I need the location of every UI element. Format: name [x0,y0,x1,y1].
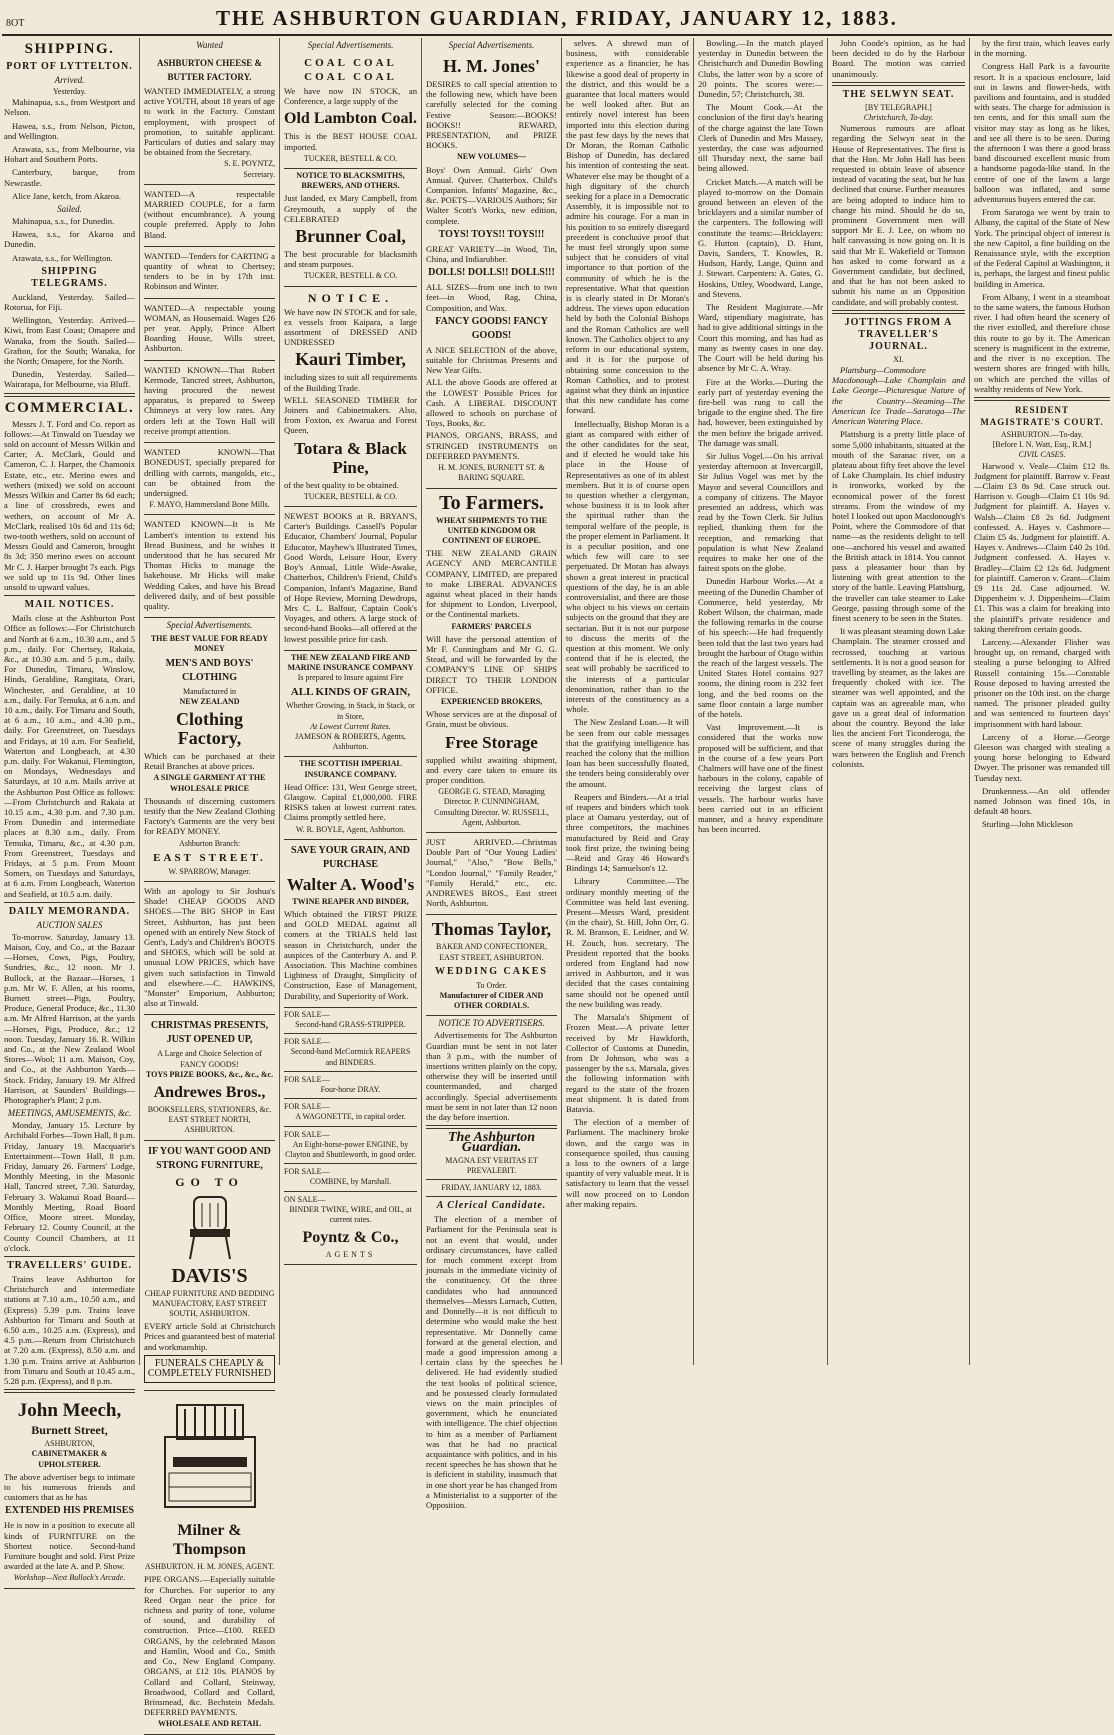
dateline: Christchurch, To-day. [863,113,934,123]
andrewes-text: BOOKSELLERS, STATIONERS, &c. EAST STREET NORTH, ASHBURTON. [147,1105,272,1135]
tucker-signature: TUCKER, BESTELL & CO. [303,153,398,163]
signature-role: Secretary. [243,169,275,179]
brokers-text: Whose services are at the disposal of Grain, must be obvious. [426,709,557,730]
davis-text: EVERY article Sold at Christchurch Prices and guaranteed best of material and workmanship. [144,1321,276,1352]
books-text: NEWEST BOOKS at R. BRYAN'S, Carter's Buildings. Cassell's Popular Educator, Chambers' Journal, Popular Educator, Mayhew's Illustrated Times, Good Words, Leisure Hour, Every Boy's Annual, Little Wide-Awake, Chatterbox, Children's Friend, Child's Companion, Infant's Magazine, Band of Hope Review, Morning Dewdrops, Mrs C. L. Balfour, Captain Cook's Voyages, and others. A large stock of second-hand Books—all offered at the lowest possible price for cash. [284,511,417,644]
davis-title: DAVIS'S [171,1264,248,1287]
masthead [0,0,1114,32]
yesterday-label: Yesterday. [52,87,87,96]
andrewes-title: Andrewes Bros., [153,1084,266,1102]
jones-subhead: TOYS! TOYS!! TOYS!!! [438,228,545,240]
divider [4,902,135,903]
wanted-heading: Wanted [196,40,223,50]
meech-text: The above advertiser begs to intimate to his numerous friends and customers that as he has [4,1471,135,1503]
brunner-advert [284,169,417,287]
jottings-text: by the first train, which leaves early in the morning. [974,38,1110,59]
coal-headline: COAL COAL COAL COAL [304,57,397,83]
meech-trade: CABINETMAKER & UPHOLSTERER. [31,1449,108,1469]
divider [4,1256,135,1257]
column-wanted [140,38,280,1729]
forsale-item: Four-horse DRAY. [320,1085,381,1095]
commercial-text: Messrs J. T. Ford and Co. report as follows:—At Tinwald on Tuesday we sold on account of Messrs Wilkin and Carter, A. McClark, Gould and Cameron, C. J. Harper, the Chamonix Estate, etc., etc. Merino ewes and wethers (mixed) we sold on account Messrs Wilkin and Carter 8s 6d each; a line of crossbreds, ewes and wethers, on account of Mr A. McClark, realised 10s 6d and 11s 6d; two-tooth wethers, sold on account of Messrs Gould and Cameron, brought 8s 3d; 350 merino ewes on account Mr C. J. Harper brought 7s each. Pigs we sold up to 11s 9d. Other lines unsold to upward values. [4,418,135,592]
auction-text: To-morrow. Saturday, January 13. Maison, Coy, and Co., at the Bazaar—Horses, Cows, Pigs, Poultry, Sundries, &c., 12 noon. Mr J. Bullock, at the Bazaar—Horses, 1 p.m. Mr W. F. Allen, at his rooms, Burnett street—Pigs, Poultry, Produce, General Produce, &c., 11.30 a.m. Mr Alfred Harrison, at the yards—Horses, Pigs, Produce, &c.; 12 noon. Tuesday, January 16. R. Wilkin and Co., at the New Zealand Wool Stores—Wool; 11 a.m. Maison, Coy, and Co., at the Ashburton Yards—Stock. Friday, January 19. Mr Alfred Harrison, at Saunders' Buildings—Photographer's Plant; 2 p.m. [4,931,135,1106]
insurance-advert [284,651,417,758]
jameson-signature: JAMESON & ROBERTS, Agents, Ashburton. [295,731,406,752]
notice-advertisers-heading: NOTICE TO ADVERTISERS. [438,1018,545,1029]
wheat-text: THE NEW ZEALAND GRAIN AGENCY AND MERCANTILE COMPANY, LIMITED, are prepared to make LIBERAL ADVANCES against wheat placed in their hands for shipment to London, Liverpool, or the Continental markets. [426,548,557,620]
news-item: The Resident Magistrate.—Mr Ward, stipendiary magistrate, has had to give additional sittings in the Court this morning, and has had as many as twenty cases in one day. The Court will be held during his absence by Mr C. A. Wray. [698,302,823,374]
clothing-text: Which can be purchased at their Retail Branches at above prices. [144,750,275,772]
special-heading: Special Advertisements. [448,40,535,50]
forsale-label: FOR SALE— [284,1129,330,1139]
commercial-heading: COMMERCIAL. [4,399,135,416]
court-cases: Drunkenness.—An old offender named Johnson was fined 10s, in default 48 hours. [974,785,1110,817]
lambton-title: Old Lambton Coal. [284,110,417,128]
divider [974,397,1110,401]
insurance-title: THE NEW ZEALAND FIRE AND MARINE INSURANCE COMPANY [287,652,414,672]
jottings-text: It was pleasant steaming down Lake Champlain. The steamer crossed and recrossed, touching at various settlements. It is not a good season for travelling by steamer, as the lakes are frequently choked with ice. The steamer was well appointed, and the captain was an agreeable man, who gave us a great deal of information about the country. Beyond the lake lies the ancient Fort Ticonderoga, the scene of many struggles during the wars between the English and French colonists. [832,626,965,769]
meech-extended: EXTENDED HIS PREMISES [5,1505,134,1517]
milner-title: Milner & Thompson [173,1522,246,1559]
news-item: Reapers and Binders.—At a trial of reapers and binders which took place at Oamaru yesterday, out of three competitors, the machines manufactured by Reid and Gray took first prize, the twining being —Reid and Gray 46 Howard's Bindings 14; Samuelson's 12. [566,791,689,874]
court-cases: Harwood v. Veale—Claim £12 8s. Judgment for plaintiff. Barrow v. Feast—Claim £3 8s 9d. Case struck out. Harrison v. Gough—Claim £1 10s 9d. Judgment for plaintiff. A. Hayes v. Walsh—Claim £8 2s 6d. Judgment confessed. A. Hayes v. Cashmore—Claim £5 4s. Judgment for plaintiff. A. Hayes v. Andrews—Claim £40 2s 10d. Judgment confessed. A. Hayes v. Bradley—Claim £2 12s 6d. Judgment for plaintiff. Cameron v. Grant—Claim £9 11s 2d. Case adjourned. W. Dippenheim v. J. Dippenheim—Claim £1. This was a claim for breaking into the plaintiff's private residence and taking therefrom certain goods. [974,460,1110,634]
newspaper-title: THE ASHBURTON GUARDIAN, FRIDAY, JANUARY 12, 1883. [216,6,898,30]
jottings-heading: JOTTINGS FROM A TRAVELLER'S JOURNAL. [844,316,953,352]
jones-text: DESIRES to call special attention to the following new, which have been carefully selected for the coming Festive Season:—BOOKS! BOOKS!! REWARD, PRESENTATION, and PRIZE BOOKS. [426,79,557,151]
selwyn-heading: THE SELWYN SEAT. [842,88,955,100]
boots-advert [144,882,275,1015]
forsale-item: An Eight-horse-power ENGINE, by Clayton and Shuttleworth, in good order. [285,1139,416,1160]
journals-text: JUST ARRIVED.—Christmas Double Part of "Our Young Ladies' Journal," "Also," "Bow Bells," "London Journal," "Family Reader," "Family Herald," etc., etc. ANDREWES BROS., East street North, Ashburton. [426,836,557,909]
news-item: The Marsala's Shipment of Frozen Meat.—A private letter received by Mr Hawkforth, Collector of Customs at Dunedin, from Dr Johnson, who was a passenger by the s.s. Marsala, gives the following information with regard to the state of the frozen meat shipment. It is dated from Batavia. [566,1012,689,1114]
jottings-text: Congress Hall Park is a favourite resort. It is a spacious enclosure, laid out in lawns and flower-beds, with pavilions and fountains, and is studded with seats. The charge for admission is ten cents, and for this small sum the visitor may stay as long as he likes, and see all there is to be seen. During the afternoon I was there a good brass band discoursed excellent music from a handsome pagoda-like stand. In the centre of one of the lawns a large balloon was inflated, and some adventurous buyers entered the car. [974,61,1110,205]
davis-headline: IF YOU WANT GOOD AND STRONG FURNITURE, [148,1145,271,1171]
meech-town: ASHBURTON, [44,1439,95,1449]
jottings-text: Plattsburg is a pretty little place of some 5,000 inhabitants, situated at the mouth of the Saranac river, on a plateau about fifty feet above the level of Lake Champlain. Its chief industry is ironworks, worked by the economical power of the forest streams. From the window of my hotel I looked out upon Macdonough's Point, where the Commodore of that name—as the residents delight to tell one—anchored his vessel and awaited the British attack in 1814. You cannot pass a pleasanter hour than by listening with great attention to the story of the battle. Leaving Plattsburg, the traveller can take steamer to Lake George, passing through some of the finest scenery to be seen in the States. [832,429,965,623]
insurance-headline: ALL KINDS OF GRAIN, [290,686,411,699]
court-cases: Larceny of a Horse.—George Gleeson was charged with stealing a young horse belonging to Edward Dwyer. The prisoner was remanded till Tuesday next. [974,731,1110,783]
clothing-factory-advert [144,632,275,882]
forsale-label: FOR SALE— [284,1167,330,1177]
ship-entry: Mahinapua, s.s., from Westport and Nelson. [4,97,135,118]
news-item: Library Committee.—The ordinary monthly meeting of the Committee was held last evening. Present—Messrs Ward, president (in the chair), St. Hill, John Orr, G. R. M. Branson, E. Leidner, and W. H. Zouch, hon. secretary. The President reported that the books ordered from England had now arrived in Ashburton, and it was decided that the cases containing same should not be opened until the new building was ready. [566,876,689,1009]
brokers-headline: EXPERIENCED BROKERS, [440,696,543,706]
taylor-title: Thomas Taylor, [431,919,552,940]
jones-text: Boys' Own Annual. Girls' Own Annual. Quiver. Chatterbox. Child's Companion. Infants' Magazine, &c., &c. POETS—VARIOUS Authors; Sir Walter Scott's Works, new edition, complete. [426,164,557,226]
divider [426,1125,557,1129]
court-heading: RESIDENT MAGISTRATE'S COURT. [980,404,1104,427]
chair-engraving-icon [180,1193,240,1263]
auction-heading: AUCTION SALES [36,919,103,930]
clothing-line: A SINGLE GARMENT AT THE WHOLESALE PRICE [153,773,266,793]
wood-subhead: TWINE REAPER AND BINDER, [292,896,409,906]
wanted-advert [144,443,275,515]
meech-footer: Workshop—Next Bullock's Arcade. [13,1573,126,1583]
notice-headline: NOTICE TO BLACKSMITHS, BREWERS, AND OTHERS. [296,171,405,191]
jottings-number: XI. [893,354,904,364]
milner-advert [144,1391,275,1734]
boots-text: With an apology to Sir Joshua's Shade! CHEAP GOODS AND SHOES.—The BIG SHOP in East Street, Ashburton, has just been opened with an entirely New Stock of Gent's, Lady's and Children's BOOTS and SHOES, which will be sold at unusual LOW PRICES, which have given such satisfaction in Tinwald and elsewhere.—C. HAWKINS, "Monster" Emporium, Ashburton; also at Tinwald. [144,885,275,1009]
milner-agent: ASHBURTON. H. M. JONES, AGENT. [144,1562,275,1572]
telegrams-heading: SHIPPING TELEGRAMS. [31,265,108,289]
taylor-text: Manufacturer of CIDER AND OTHER CORDIALS. [439,991,544,1011]
wood-text: Which obtained the FIRST PRIZE and GOLD MEDAL against all comers at the TRIALS held last season in Christchurch, under the auspices of the Canterbury A. and P. Association. This Machine combines Lightness of Draught, Simplicity of Construction, Ease of Management, Durability, and Superiority of Work. [284,908,417,1001]
divider [426,1196,557,1197]
meech-street: Burnett Street, [31,1423,108,1438]
wanted-advert [144,299,275,361]
telegram-entry: Dunedin, Yesterday. Sailed—Wairarapa, for Melbourne, via Bluff. [4,369,135,390]
clothing-text: Thousands of discerning customers testify that the New Zealand Clothing Factory's Garments are the very best for READY MONEY. [144,795,275,837]
wanted-advert [144,247,275,299]
column-shipping [0,38,140,1583]
coal-text: This is the BEST HOUSE COAL imported. [284,131,417,152]
article-text: selves. A shrewd man of business, with considerable experience as a financier, he has likewise a good deal of property in the district, and this would be a guarantee that local matters would be well looked after. But an entirely novel interest has been imported into this election during the past few days by the news that Dr Moran, the Roman Catholic Bishop of Dunedin, has declared his intention of contesting the seat. Whatever else may be thought of a high dignitary of the church seeking for a place in a Democratic Assembly, it is impossible not to admire his courage. For a man in his position to so entirely disregard precedent is conclusive proof that he must feel strongly upon some subject that he considers of vital importance to that portion of the community of which he is the representative. What that question is is clearly stated in Dr Moran's address. The views upon education held by both the Colonial Bishops and the Roman Catholics are well known. The Catholics object to any reform in our educational system, and it is for the purpose of obtaining some concession to the Roman Catholics, and to protest against what they think an injustice that this new candidate has come forward. [566,38,689,416]
wood-headline: SAVE YOUR GRAIN, AND PURCHASE [291,844,410,870]
column-telegraph [828,38,970,1365]
divider [832,310,965,314]
jones-title: H. M. Jones' [443,56,540,76]
brunner-title: Brunner Coal, [295,226,406,247]
tucker-signature: TUCKER, BESTELL & CO. [303,491,398,501]
news-item: Sir Julius Vogel.—On his arrival yesterday afternoon at Invercargill, Sir Julius Vogel was met by the Mayor and several Councillors and a company of citizens. The Mayor presented an address, which was read by the Town Clerk. Sir Julius replied, thanking them for the reception, and remarking that population is what New Zealand requires to make her one of the fairest spots on the globe. [698,450,823,574]
guardian-motto: MAGNA EST VERITAS ET PREVALEBIT. [445,1155,538,1175]
arrived-subhead: Arrived. [54,75,85,85]
signature: F. MAYO, Hammersland Bone Mills. [149,500,270,510]
taylor-advert [426,915,557,1016]
column-court [970,38,1114,1365]
meetings-text: Monday, January 15. Lecture by Archibald Forbes—Town Hall, 8 p.m. Friday, January 19. Macquarie's Entertainment—Town Hall, 8 p.m. Friday, January 26. Farmers' Lodge, Monthly Meeting, in the Masonic Hall, Tancred street, 7.30. Saturday, February 3. Wakanui Road Board—Monthly Meeting, Road Board Office, Moore street. Monday, February 12. County Council, at the County Council Chambers, at 11 o'clock. [4,1120,135,1253]
wanted-text: WANTED—A respectable MARRIED COUPLE, for a farm (without encumbrance). A young couple preferred. Apply to John Bland. [144,188,275,240]
davis-text: CHEAP FURNITURE AND BEDDING MANUFACTORY, EAST STREET SOUTH, ASHBURTON. [144,1288,275,1319]
clothing-branch: Ashburton Branch: [178,838,241,848]
news-item: Bowling.—In the match played yesterday in Dunedin between the Christchurch and Dunedin Bowling Clubs, the latter won by a score of 20 points. The scores were:—Dunedin, 57; Christchurch, 38. [698,38,823,100]
court-cases: Sturling—John Mickleson [982,819,1073,830]
wanted-text: WANTED—Tenders for CARTING a quantity of wheat to Chertsey; tenders to be in by 17th inst. Robinson and Winter. [144,250,275,292]
cheese-factory-advert [144,52,275,185]
milner-footer: WHOLESALE AND RETAIL [158,1719,261,1729]
mail-text: Mails close at the Ashburton Post Office as follows:—For Christchurch and North at 6 a.m., 10.30 a.m., and 5 p.m., daily. For Chertsey, Rakaia, &c., at 10.30 a.m. and 5 p.m., daily. For Dunedin, Timaru, Winslow, Hinds, Geraldine, Rangitata, Orari, Winchester, and Geraldine, at 10 a.m., daily. For Temuka, at 6 a.m. and 10 a.m., daily. For Timaru and South, at 6 a.m., 10 a.m., and 4.30 p.m., daily. For Greenstreet, on Tuesdays and Fridays, at 10 a.m. For Seafield, Waterton and Longbeach, at 4.30 p.m. daily. For Wakanui, Flemington, on Mondays, Wednesdays and Saturdays, at 10 a.m. Mails arrive at the Ashburton Post Office as follows:—From Christchurch and Rakaia at 10.15 a.m., 4.30 p.m. and 7.30 p.m. From Dunedin and intermediate places at 8.30 a.m., daily. From Temuka, Timaru, &c., at 4.30 p.m. From Greenstreet, Tuesdays and Fridays, at 5 p.m. From Mount Somers, on Tuesdays and Saturdays, at 6 a.m. From Longbeach, Waterton and Seafield, at 10.5 a.m. daily. [4,613,135,899]
timber-text: WELL SEASONED TIMBER for Joiners and Cabinetmakers. Also, from Foxton, ex Awarua and Forest Queen, [284,394,417,436]
jones-subhead: DOLLS! DOLLS!! DOLLS!!! [428,267,555,279]
port-heading: PORT OF LYTTELTON. [6,61,133,72]
jottings-text: From Saratoga we went by train to Albany, the capital of the State of New York. The principal object of interest is the new Capitol, a fine building on the Renaissance style, with the exception of the Federal Capitol at Washington, it is, perhaps, the largest and finest public building in America. [974,207,1110,289]
ship-entry: Canterbury, barque, from Newcastle. [4,167,135,188]
news-item: Fire at the Works.—During the early part of yesterday evening the fire-bell was rung to call the brigade to the engine shed. The fire had, however, been extinguished by the men before the brigade arrived. The damage was small. [698,376,823,448]
poyntz-agents: AGENTS [325,1250,376,1260]
news-item: Dunedin Harbour Works.—At a meeting of the Dunedin Chamber of Commerce, held yesterday, Mr Robert Wilson, the chairman, made the following remarks in the course of his speech:—He had frequently been told that the last two years had brought the harbour of Otago within the reach of the largest vessels. The United States Hotel contains 927 rooms, the dining room is 232 feet long, and the bed rooms on the same floor contain a large number of the hotels. [698,576,823,719]
ship-entry: Hawea, s.s., from Nelson, Picton, and Wellington. [4,120,135,141]
insurance-text: Whether Growing, in Stack, in Stack, or in Store, [286,701,415,721]
news-item: The New Zealand Loan.—It will be seen from our cable messages that the gratifying intelligence has reached the colony that the million loan has been successfully floated, the tenders being considerably over the amount. [566,717,689,789]
blackpine-title: Totara & Black Pine, [294,438,407,477]
coal-text: We have now IN STOCK, an Conference, a large supply of the [284,86,417,107]
special-heading: Special Advertisements. [166,620,253,631]
scottish-text: Head Office: 131, West George street, Glasgow. Capital £1,000,000. FIRE RISKS taken at lowest current rates. Claims promptly settled here. [284,781,417,823]
onsale-label: ON SALE— [284,1194,326,1204]
farmers-title: To Farmers. [439,491,544,514]
brunner-text: The best procurable for blacksmith and steam purposes. [284,249,417,270]
meech-text-2: He is now in a position to execute all kinds of FURNITURE on the Shortest notice. Second-hand Furniture bought and sold. First Prize awarded at the late A. and P. Show. [4,1520,135,1572]
signature: S. E. POYNTZ, [224,159,275,169]
brunner-text: Just landed, ex Mary Campbell, from Greymouth, a supply of the CELEBRATED [284,193,417,224]
news-item: Cricket Match.—A match will be played to-morrow on the Domain ground between an eleven of the bricklayers and a similar number of the carpenters. The following will constitute the teams:—Bricklayers: G. Hutton (captain), D. Hunt, Davis, Sanders, T. Knowles, R. Hudson, Hardy, Lange, Quinn and J. Stewart. Carpenters: A. Gates, G. Hoskins, Uttley, Woodward, Lange, and Stevens. [698,176,823,299]
jones-advert [426,52,557,489]
news-item: Vast Improvement.—It is considered that the works now proposed will be sufficient, and that in the course of a few years Port Chalmers will have one of the finest harbours in the colony, capable of receiving the largest class of vessels. The harbour works have been carried out in an efficient manner, and a heavy expenditure has been incurred. [698,722,823,835]
jones-subhead: FANCY GOODS! FANCY GOODS! [435,315,548,341]
storage-title: Free Storage [445,732,538,752]
masthead-mark: 8OT [6,18,25,29]
christmas-text: A Large and Choice Selection of FANCY GOODS! [157,1049,262,1069]
jottings-summary: Plattsburg—Commodore Macdonough—Lake Champlain and Lake George—Picturesque Nature of the Country—Steaming—The American Ice Trade—Saratoga—The American Watering Place. [832,365,965,427]
wanted-text: WANTED KNOWN—That Robert Kermode, Tancred street, Ashburton, having procured the newest apparatus, is prepared to Sweep Chimneys at very low rates. Any orders left at the Town Hall will receive prompt attention. [144,364,275,436]
forsale-label: FOR SALE— [284,1074,330,1084]
meetings-heading: MEETINGS, AMUSEMENTS, &c. [7,1108,132,1119]
news-item: John Coode's opinion, as he had been decided to do by the Harbour Board. The motion was carried unanimously. [832,38,965,79]
wheat-headline: WHEAT SHIPMENTS TO THE UNITED KINGDOM OR CONTINENT OF EUROPE. [435,515,548,545]
special-heading: Special Advertisements. [307,40,394,50]
jones-text: PIANOS, ORGANS, BRASS, and STRINGED INSTRUMENTS on DEFERRED PAYMENTS. [426,430,557,461]
ship-entry: Arawata, s.s., for Wellington. [12,252,113,263]
mail-heading: MAIL NOTICES. [24,599,115,611]
insurance-text: Is prepared to Insure against Fire [297,673,404,683]
clothing-manager: W. SPARROW, Manager. [168,866,251,876]
divider [426,1179,557,1180]
jottings-text: From Albany, I went in a steamboat to the same waters, the famous Hudson river. I had often heard the scenery of the river extolled, and therefore chose this route to go by it. The American scenery is magnificent in the extreme, and the river is no exception. The western shores are fringed with hills, on which are perched the villas of wealthy residents of New York. [974,291,1110,394]
farmers-advert [426,489,557,833]
meech-advert [4,1396,135,1588]
jones-text: GREAT VARIETY—in Wood, Tin, China, and Indiarubber. [426,243,557,265]
wanted-advert [144,185,275,247]
clothing-factory-title: Clothing Factory, [175,708,244,748]
telegram-entry: Wellington, Yesterday. Arrived—Kiwi, from East Coast; Omapere and Wanaka, from the South. Sailed—Grafton, for the South; Wanaka, for the North; Omapere, for the North. [4,315,135,367]
clothing-line: NEW ZEALAND [179,696,240,706]
wanted-text: WANTED KNOWN—It is Mr Lambert's intention to extend his Bread Business, and he wishes it understood that he has secured Mr Thomas Hicks to manage the bakehouse. Mr Hicks will make Wedding Cakes, and have his Bread delivered daily, and of best possible quality. [144,519,275,611]
notice-title: NOTICE. [307,290,394,305]
ship-entry: Alice Jane, ketch, from Akaroa. [12,190,122,201]
meech-name: John Meech, [17,1400,122,1422]
davis-advert [144,1141,275,1392]
divider [4,393,135,397]
stead-signature: GEORGE G. STEAD, Managing Director. P. CUNNINGHAM, Consulting Director. W. RUSSELL, Agent, Ashburton. [434,787,549,827]
jones-text: A NICE SELECTION of the above, suitable for Christmas Presents and New Year Gifts. [426,344,557,376]
wanted-advert [144,515,275,618]
court-dateline: ASHBURTON.—To-day. [1000,429,1084,439]
clothing-subhead: MEN'S AND BOYS' CLOTHING [165,657,254,683]
divider [4,1389,135,1393]
boyle-signature: W. R. BOYLE, Agent, Ashburton. [295,824,406,834]
insurance-text: At Lowest Current Rates. [310,721,391,731]
jones-text: ALL the above Goods are offered at the LOWEST Possible Prices for Cash. A LIBERAL DISCOUNT allowed to schools on purchase of Toys, Books, &c. [426,377,557,429]
timber-advert [284,287,417,507]
jones-signature: H. M. JONES, BURNETT ST. & BARING SQUARE. [438,463,545,483]
taylor-text: BAKER AND CONFECTIONER, EAST STREET, ASHBURTON. [436,942,547,962]
forsale-label: FOR SALE— [284,1102,330,1112]
column-editorial [562,38,694,1365]
storage-text: supplied whilst awaiting shipment, and every care taken to ensure its proper condition. [426,754,557,785]
christmas-title: CHRISTMAS PRESENTS, JUST OPENED UP, [150,1020,269,1046]
wanted-text: WANTED KNOWN—That BONEDUST, specially prepared for drilling with carrots, mangolds, etc., can be obtained from the undersigned. [144,447,275,498]
column-news [694,38,828,1365]
forsale-item: COMBINE, by Marshall. [309,1177,392,1187]
forsale-item: Second-hand McCormick REAPERS and BINDERS. [290,1047,411,1067]
christmas-advert [144,1015,275,1140]
article-text: Intellectually, Bishop Moran is a giant as compared with either of the other candidates for the seat, and if elected he would take his place in the House of Representatives as one of its ablest members. But it is of course open to question whether a clergyman, whose business it is to look after the spiritual rather than the temporal welfare of the people, is the proper element in Parliament. It is a peculiar position, and one which few will care to see perpetuated. Dr Moran has always shown a great interest in practical questions of the day, he is an able controversialist, and there are those who object to his views on certain subjects on the ground that they are sectarian. But it is not our purpose to discuss the merits of the question at this moment. We only contend that if he is elected, the seat will probably be sacrificed to the interests of a particular denomination, rather than to the interests of the constituency as a whole. [566,418,689,715]
wood-title: Walter A. Wood's [286,874,415,894]
news-item: The election of a member of Parliament. The machinery broke down, and the cargo was in consequence spoiled, thus causing a loss to the owners of a large quantity of very valuable meat. It is satisfactory to learn that the vessel will now proceed on to London after making repairs. [566,1117,689,1209]
ship-entry: Mahinapua, s.s., for Dunedin. [12,216,115,227]
clothing-line: Manufactured in [182,686,237,696]
scottish-advert [284,757,417,839]
forsale-item: Second-hand GRASS-STRIPPER. [295,1020,406,1029]
civil-cases-label: CIVIL CASES. [1018,450,1066,460]
organ-engraving-icon [155,1397,265,1517]
cheese-factory-title: ASHBURTON CHEESE & BUTTER FACTORY. [156,58,263,82]
milner-text: PIPE ORGANS.—Especially suitable for Churches. For superior to any Reed Organ near the price for richness and purity of tone, volume of sound, and durability of construction. Price—£100. REED ORGANS, by the celebrated Mason and Hamlin, Wood and Co., Smith and Co., New England Company. ORGANS, at £12 10s. PIANOS by Collard and Collard, Steinway, Broadwood, Collard and Collard, Brinsmead, &c. Bechstein Medals. DEFERRED PAYMENTS. [144,1574,275,1718]
divider [832,82,965,86]
timber-text: We have now IN STOCK and for sale, ex vessels from Kaipara, a large assortment of DRESSED AND UNDRESSED [284,306,417,348]
parcels-headline: FARMERS' PARCELS [451,621,532,631]
wood-advert [284,840,417,1008]
telegraph-label: [BY TELEGRAPH.] [865,102,932,112]
forsale-label: FOR SALE— [284,1009,330,1019]
masthead-rule [2,34,1112,36]
selwyn-text: Numerous rumours are afloat regarding the Selwyn seat in the House of Representatives. The first is that the Hon. Mr John Hall has been requested to obtain leave of absence instead of vacating the seat, but he has declined that course. Further measures are being adopted to induce him to change his mind. Should he do so, prominent Government men will support Mr E. J. Lee, on whom no half canvassing is now going on. It is said that Mr E. Wakefield or Tomson has asked to come forward as a Government candidate, but declined, and that he has not been asked to submit his name as an Opposition candidate, and will probably contest. [832,123,965,307]
guardian-date: FRIDAY, JANUARY 12, 1883. [441,1183,542,1193]
timber-text: of the best quality to be obtained. [284,479,399,490]
scottish-title: THE SCOTTISH IMPERIAL INSURANCE COMPANY. [299,759,402,779]
journals-advert [426,833,557,915]
shipping-heading: SHIPPING. [24,41,115,57]
books-advert [284,507,417,651]
travellers-heading: TRAVELLERS' GUIDE. [6,1259,133,1271]
forsale-item: A WAGONETTE, in capital order. [295,1112,406,1122]
christmas-text: TOYS PRIZE BOOKS, &c., &c., &c. [145,1069,274,1079]
wanted-text: WANTED—A respectable young WOMAN, as Housemaid. Wages £26 per year. Apply, Prince Albert Boarding House, Wills street, Ashburton. [144,302,275,354]
wedding-cakes: WEDDING CAKES [435,965,548,977]
cheese-factory-text: WANTED IMMEDIATELY, a strong active YOUTH, about 18 years of age to work in the Factory. Constant employment, with prospect of promotion, to suitable applicant. Particulars of duties and salary may be obtained from the Secretary. [144,86,275,158]
tucker-signature: TUCKER, BESTELL & CO. [303,271,398,281]
sailed-subhead: Sailed. [57,204,82,215]
clothing-headline: THE BEST VALUE FOR READY MONEY [150,634,269,654]
jones-subhead: NEW VOLUMES— [456,152,527,162]
parcels-text: Will have the personal attention of Mr F. Cunningham and Mr G. G. Stead, and will be forwarded by the COMPANY'S LINE OF SHIPS DIRECT TO THEIR LONDON OFFICE. [426,633,557,695]
kauri-title: Kauri Timber, [295,349,406,370]
forsale-list [284,1008,417,1266]
court-cases: Larceny.—Alexander Flisher was brought up, on remand, charged with stealing a purse belonging to Alfred Russell containing 15s.—Constable Rouse deposed to having arrested the prisoner on the 10th inst. on the charge named. The prisoner pleaded guilty and was sentenced to fourteen days' imprisonment with hard labour. [974,636,1110,729]
ship-entry: Hawea, s.s., for Akaroa and Dunedin. [4,229,135,250]
onsale-item: BINDER TWINE, WIRE, and OIL, at current rates. [289,1204,412,1225]
column-jones [422,38,562,1510]
leader-text: The election of a member of Parliament for the Peninsula seat is not an event that would, under ordinary circumstances, have called for much comment except from journals in the immediate vicinity of the constituency. Of the three candidates who had announced themselves—Messrs Larnach, Cutten, and Donnelly—it is not difficult to determine who would make the best representative. Mr Donnelly came forward at the general election, and made a good impression among a certain class by the speeches he delivered. He had evidently studied the text books of political science, and he possessed clearly formulated views on the main principles of government, which he enunciated with intelligence. The chief objection to him as a member of Parliament was that he had no practical acquaintance with politics, and in his recent speeches he has shown that he is deficient in stability, inasmuch that in one short year he has changed from a Ministerialist to a supporter of the Opposition. [426,1214,558,1510]
notice-advertisers-text: Advertisements for The Ashburton Guardian must be sent in not later than 3 p.m., with the number of insertions written plainly on the copy, otherwise they will be inserted until countermanded, and charged accordingly. Special advertisements must be sent in not later than 12 noon the day before insertion. [426,1030,557,1123]
clothing-street: EAST STREET. [153,851,266,864]
jones-text: ALL SIZES—from one inch to two feet—in Wood, Rag, China, Composition, and Wax. [426,282,557,313]
ship-entry: Arawata, s.s., from Melbourne, via Hobart and Southern Ports. [4,144,135,165]
poyntz-title: Poyntz & Co., [302,1229,399,1247]
guardian-nameplate: The Ashburton Guardian. [447,1130,535,1156]
taylor-text: To Order. [476,980,507,990]
telegram-entry: Auckland, Yesterday. Sailed—Rotorua, for Fiji. [4,291,135,313]
news-item: The Mount Cook.—At the conclusion of the first day's hearing of the charge against the late Town Clerk of Dunedin and Mrs Massey, yesterday, the case was adjourned till Thursday next, the same bail being allowed. [698,102,823,174]
timber-text: including sizes to suit all requirements of the Building Trade. [284,372,417,393]
forsale-label: FOR SALE— [284,1037,330,1047]
court-before: [Before I. N. Watt, Esq., R.M.] [992,440,1092,450]
davis-goto: GO TO [175,1174,244,1189]
column-coal [280,38,422,1365]
coal-advert [284,52,417,169]
memoranda-heading: DAILY MEMORANDA. [8,905,131,917]
travellers-text: Trains leave Ashburton for Christchurch and intermediate stations at 7.10 a.m., 10.50 a.m., and (Express) 5.39 p.m. Trains leave Ashburton for Timaru and South at 6.50 a.m., 10.25 a.m. (Express), and 4.5 p.m.—Return from Christchurch at 7.20 a.m. (Express), 8.50 a.m. and 1.30 p.m. Trains arrive at Ashburton from Timaru and South at 10.45 a.m., 5.28 p.m. (Express), and 8 p.m. [4,1273,135,1386]
leader-heading: A Clerical Candidate. [436,1200,547,1212]
wanted-advert [144,361,275,443]
divider [4,595,135,596]
funerals-banner: FUNERALS CHEAPLY & COMPLETELY FURNISHED [144,1355,275,1383]
